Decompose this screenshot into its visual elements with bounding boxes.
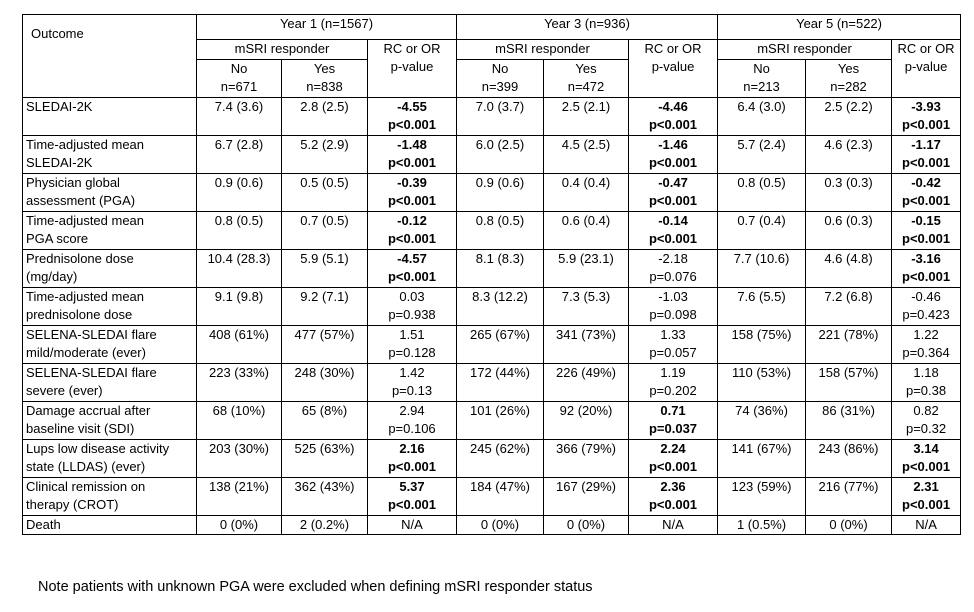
yes-value-y5: 216 (77%) [806,478,892,516]
rc-pvalue-y5: 2.31 p<0.001 [892,478,961,516]
rc-pvalue-y3: 0.71 p=0.037 [629,402,718,440]
rc-header-y3: RC or OR p-value [629,40,718,98]
rc-pvalue-y1: 2.16 p<0.001 [368,440,457,478]
outcome-cell: Time-adjusted mean prednisolone dose [23,288,197,326]
outcome-cell: Prednisolone dose (mg/day) [23,250,197,288]
rc-pvalue-y1: 1.51 p=0.128 [368,326,457,364]
outcome-cell: Time-adjusted mean PGA score [23,212,197,250]
no-value-y5: 1 (0.5%) [718,516,806,535]
no-header-y1: No n=671 [197,60,282,98]
rc-pvalue-y1: 5.37 p<0.001 [368,478,457,516]
yes-value-y5: 243 (86%) [806,440,892,478]
no-header-y5: No n=213 [718,60,806,98]
yes-value-y5: 86 (31%) [806,402,892,440]
table-row [23,136,961,174]
no-value-y5: 7.6 (5.5) [718,288,806,326]
yes-value-y3: 92 (20%) [544,402,629,440]
no-value-y5: 0.8 (0.5) [718,174,806,212]
responder-header-y3: mSRI responder [457,40,629,60]
rc-pvalue-y3: N/A [629,516,718,535]
rc-header-y5: RC or OR p-value [892,40,961,98]
yes-value-y3: 167 (29%) [544,478,629,516]
table-row [23,516,961,535]
yes-value-y5: 2.5 (2.2) [806,98,892,136]
yes-value-y3: 341 (73%) [544,326,629,364]
rc-pvalue-y1: -0.39 p<0.001 [368,174,457,212]
no-value-y5: 123 (59%) [718,478,806,516]
yes-value-y5: 158 (57%) [806,364,892,402]
no-value-y1: 0.9 (0.6) [197,174,282,212]
no-value-y1: 408 (61%) [197,326,282,364]
yes-value-y3: 4.5 (2.5) [544,136,629,174]
rc-pvalue-y5: 1.18 p=0.38 [892,364,961,402]
table-row [23,440,961,478]
outcome-cell: Lups low disease activity state (LLDAS) (ever) [23,440,197,478]
yes-value-y1: 9.2 (7.1) [282,288,368,326]
outcome-cell: Physician global assessment (PGA) [23,174,197,212]
rc-pvalue-y5: 1.22 p=0.364 [892,326,961,364]
rc-pvalue-y1: N/A [368,516,457,535]
yes-value-y5: 0.6 (0.3) [806,212,892,250]
rc-pvalue-y1: -4.57 p<0.001 [368,250,457,288]
rc-pvalue-y3: 1.19 p=0.202 [629,364,718,402]
yes-value-y1: 2 (0.2%) [282,516,368,535]
rc-pvalue-y5: -0.46 p=0.423 [892,288,961,326]
no-value-y5: 0.7 (0.4) [718,212,806,250]
no-value-y3: 0.9 (0.6) [457,174,544,212]
yes-value-y1: 248 (30%) [282,364,368,402]
yes-value-y1: 362 (43%) [282,478,368,516]
table-row [23,212,961,250]
table-row [23,288,961,326]
rc-pvalue-y3: -0.47 p<0.001 [629,174,718,212]
yes-value-y5: 0 (0%) [806,516,892,535]
no-value-y1: 7.4 (3.6) [197,98,282,136]
yes-value-y3: 7.3 (5.3) [544,288,629,326]
yes-value-y5: 221 (78%) [806,326,892,364]
yes-value-y5: 4.6 (2.3) [806,136,892,174]
table-row [23,478,961,516]
no-value-y1: 0 (0%) [197,516,282,535]
no-value-y5: 141 (67%) [718,440,806,478]
yes-value-y1: 65 (8%) [282,402,368,440]
no-value-y3: 172 (44%) [457,364,544,402]
yes-header-y1: Yes n=838 [282,60,368,98]
table-row [23,364,961,402]
no-value-y5: 74 (36%) [718,402,806,440]
rc-pvalue-y5: -0.42 p<0.001 [892,174,961,212]
rc-pvalue-y3: 1.33 p=0.057 [629,326,718,364]
no-value-y3: 7.0 (3.7) [457,98,544,136]
footnote: Note patients with unknown PGA were excluded when defining mSRI responder status [38,579,593,595]
yes-value-y5: 4.6 (4.8) [806,250,892,288]
no-value-y3: 245 (62%) [457,440,544,478]
yes-value-y1: 525 (63%) [282,440,368,478]
yes-value-y3: 0.4 (0.4) [544,174,629,212]
year3-header: Year 3 (n=936) [457,15,718,40]
table-row [23,326,961,364]
no-value-y5: 158 (75%) [718,326,806,364]
no-value-y1: 203 (30%) [197,440,282,478]
yes-value-y3: 366 (79%) [544,440,629,478]
rc-pvalue-y1: 1.42 p=0.13 [368,364,457,402]
yes-value-y5: 7.2 (6.8) [806,288,892,326]
header-row-years [23,15,961,40]
yes-header-y5: Yes n=282 [806,60,892,98]
no-value-y5: 7.7 (10.6) [718,250,806,288]
no-value-y3: 184 (47%) [457,478,544,516]
year1-header: Year 1 (n=1567) [197,15,457,40]
outcome-cell: SELENA-SLEDAI flare severe (ever) [23,364,197,402]
outcome-cell: Death [23,516,197,535]
outcome-cell: Time-adjusted mean SLEDAI-2K [23,136,197,174]
rc-pvalue-y5: N/A [892,516,961,535]
rc-pvalue-y5: -0.15 p<0.001 [892,212,961,250]
no-value-y3: 8.1 (8.3) [457,250,544,288]
rc-header-y1: RC or OR p-value [368,40,457,98]
yes-value-y5: 0.3 (0.3) [806,174,892,212]
outcome-cell: SLEDAI-2K [23,98,197,136]
yes-value-y1: 5.9 (5.1) [282,250,368,288]
yes-value-y3: 226 (49%) [544,364,629,402]
yes-value-y1: 5.2 (2.9) [282,136,368,174]
no-value-y1: 9.1 (9.8) [197,288,282,326]
yes-value-y1: 0.5 (0.5) [282,174,368,212]
rc-pvalue-y1: -0.12 p<0.001 [368,212,457,250]
outcome-cell: Damage accrual after baseline visit (SDI) [23,402,197,440]
rc-pvalue-y3: -2.18 p=0.076 [629,250,718,288]
responder-header-y1: mSRI responder [197,40,368,60]
no-value-y5: 110 (53%) [718,364,806,402]
rc-pvalue-y3: -4.46 p<0.001 [629,98,718,136]
no-value-y3: 265 (67%) [457,326,544,364]
yes-value-y1: 477 (57%) [282,326,368,364]
no-value-y5: 5.7 (2.4) [718,136,806,174]
no-value-y1: 68 (10%) [197,402,282,440]
rc-pvalue-y3: 2.24 p<0.001 [629,440,718,478]
rc-pvalue-y5: 3.14 p<0.001 [892,440,961,478]
rc-pvalue-y5: 0.82 p=0.32 [892,402,961,440]
no-value-y1: 10.4 (28.3) [197,250,282,288]
yes-value-y3: 0.6 (0.4) [544,212,629,250]
rc-pvalue-y1: 0.03 p=0.938 [368,288,457,326]
rc-pvalue-y5: -1.17 p<0.001 [892,136,961,174]
no-value-y5: 6.4 (3.0) [718,98,806,136]
rc-pvalue-y3: -1.46 p<0.001 [629,136,718,174]
responder-header-y5: mSRI responder [718,40,892,60]
rc-pvalue-y5: -3.16 p<0.001 [892,250,961,288]
results-table [22,14,961,535]
rc-pvalue-y1: -4.55 p<0.001 [368,98,457,136]
rc-pvalue-y5: -3.93 p<0.001 [892,98,961,136]
yes-value-y3: 2.5 (2.1) [544,98,629,136]
yes-value-y3: 0 (0%) [544,516,629,535]
yes-value-y1: 2.8 (2.5) [282,98,368,136]
table-row [23,250,961,288]
table-row [23,98,961,136]
no-value-y3: 101 (26%) [457,402,544,440]
no-header-y3: No n=399 [457,60,544,98]
no-value-y1: 223 (33%) [197,364,282,402]
table-row [23,174,961,212]
rc-pvalue-y3: -1.03 p=0.098 [629,288,718,326]
yes-header-y3: Yes n=472 [544,60,629,98]
table-row [23,402,961,440]
year5-header: Year 5 (n=522) [718,15,961,40]
rc-pvalue-y1: -1.48 p<0.001 [368,136,457,174]
yes-value-y1: 0.7 (0.5) [282,212,368,250]
no-value-y3: 0.8 (0.5) [457,212,544,250]
outcome-header: Outcome [23,15,197,98]
rc-pvalue-y3: -0.14 p<0.001 [629,212,718,250]
rc-pvalue-y1: 2.94 p=0.106 [368,402,457,440]
outcome-cell: Clinical remission on therapy (CROT) [23,478,197,516]
rc-pvalue-y3: 2.36 p<0.001 [629,478,718,516]
no-value-y3: 8.3 (12.2) [457,288,544,326]
no-value-y1: 6.7 (2.8) [197,136,282,174]
no-value-y3: 0 (0%) [457,516,544,535]
yes-value-y3: 5.9 (23.1) [544,250,629,288]
no-value-y3: 6.0 (2.5) [457,136,544,174]
no-value-y1: 0.8 (0.5) [197,212,282,250]
outcome-cell: SELENA-SLEDAI flare mild/moderate (ever) [23,326,197,364]
no-value-y1: 138 (21%) [197,478,282,516]
